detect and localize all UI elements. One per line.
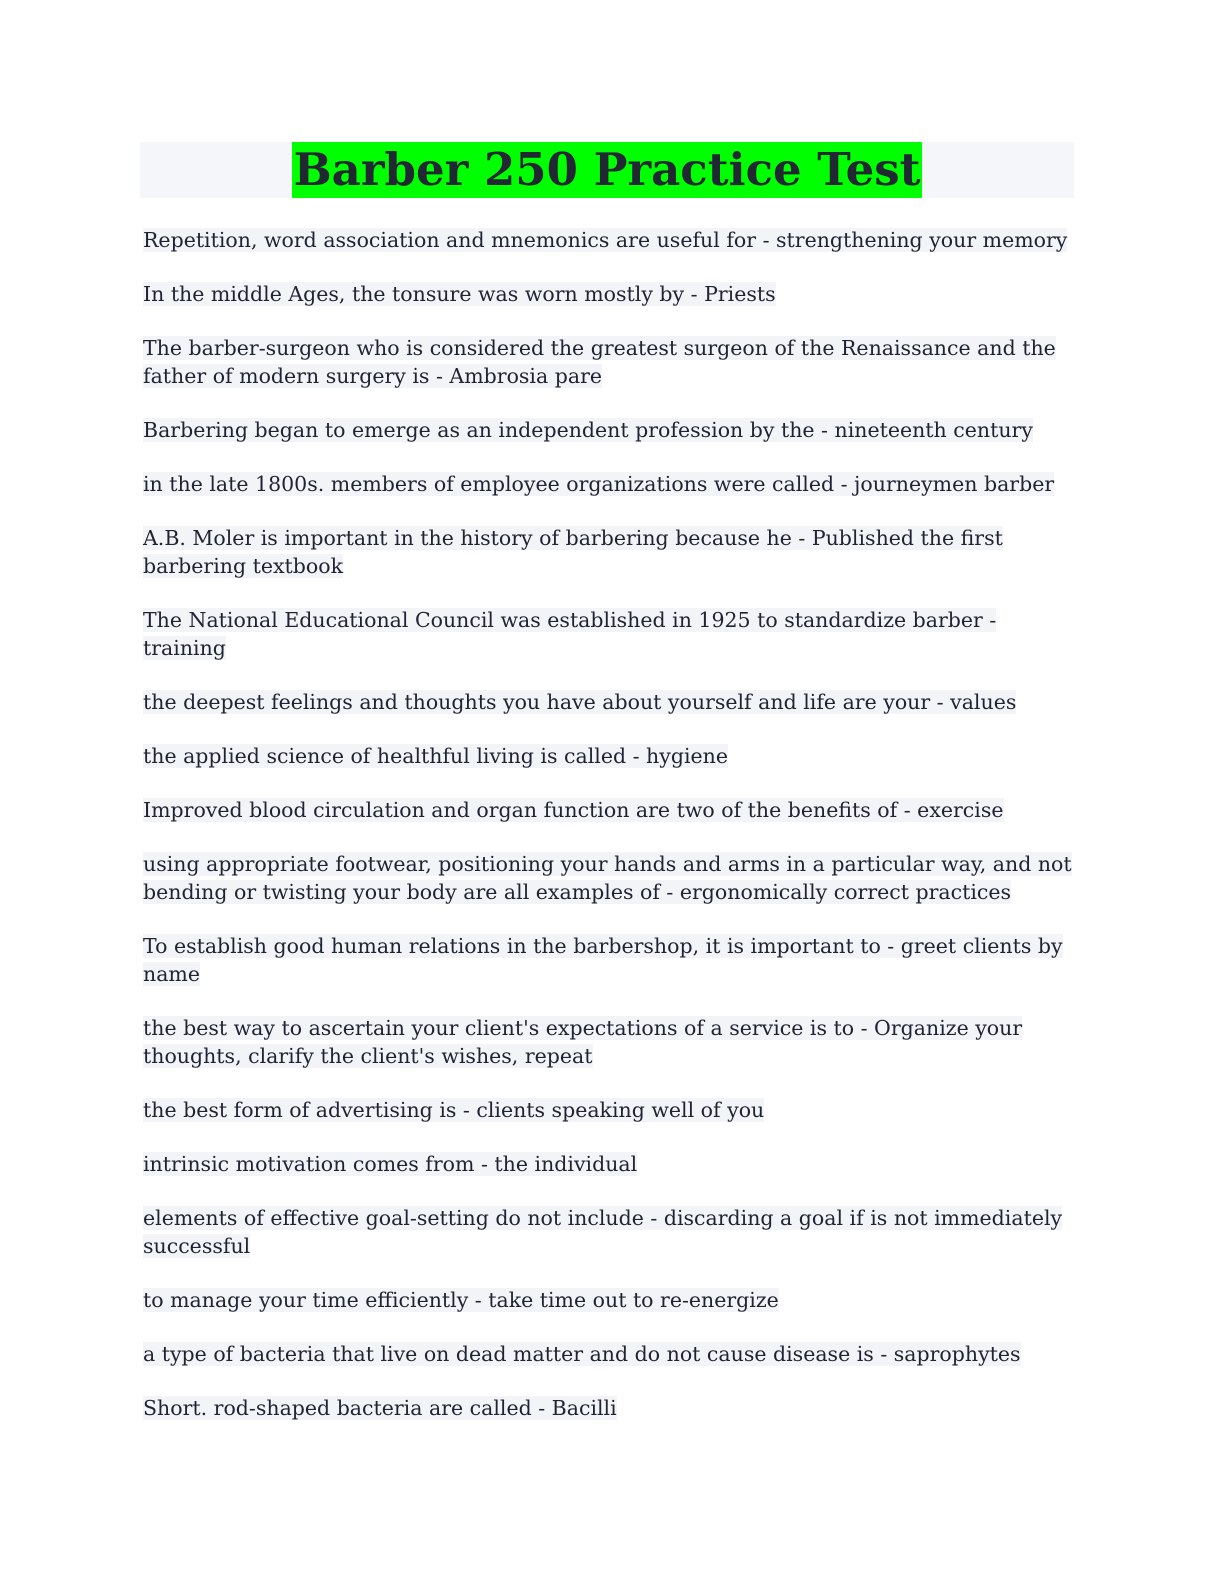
question-text: Short. rod-shaped bacteria are called - Bacilli: [143, 1396, 617, 1420]
document-page: [140, 142, 1074, 1448]
question-item: [143, 1340, 1073, 1368]
question-text: the best form of advertising is - clients speaking well of you: [143, 1098, 765, 1122]
question-text: intrinsic motivation comes from - the individual: [143, 1152, 638, 1176]
question-text: The barber-surgeon who is considered the greatest surgeon of the Renaissance and the father of modern surgery is - Ambrosia pare: [143, 336, 1056, 388]
question-item: [143, 796, 1073, 824]
question-item: [143, 606, 1073, 662]
question-text: the best way to ascertain your client's expectations of a service is to - Organize your thoughts, clarify the client's wishes, repeat: [143, 1016, 1023, 1068]
question-item: [143, 1394, 1073, 1422]
question-item: [143, 1286, 1073, 1314]
question-text: Barbering began to emerge as an independent profession by the - nineteenth century: [143, 418, 1033, 442]
question-text: to manage your time efficiently - take time out to re-energize: [143, 1288, 779, 1312]
question-text: in the late 1800s. members of employee organizations were called - journeymen barber: [143, 472, 1055, 496]
question-text: the applied science of healthful living is called - hygiene: [143, 744, 728, 768]
question-item: [143, 1096, 1073, 1124]
question-item: [143, 280, 1073, 308]
question-item: [143, 850, 1073, 906]
question-item: [143, 524, 1073, 580]
question-text: A.B. Moler is important in the history of barbering because he - Published the first barbering textbook: [143, 526, 1003, 578]
question-item: [143, 932, 1073, 988]
question-text: The National Educational Council was established in 1925 to standardize barber - training: [143, 608, 997, 660]
question-item: [143, 334, 1073, 390]
question-item: [143, 416, 1073, 444]
question-item: [143, 226, 1073, 254]
question-text: a type of bacteria that live on dead matter and do not cause disease is - saprophytes: [143, 1342, 1021, 1366]
question-item: [143, 1150, 1073, 1178]
question-text: elements of effective goal-setting do not include - discarding a goal if is not immediately successful: [143, 1206, 1063, 1258]
question-text: Improved blood circulation and organ function are two of the benefits of - exercise: [143, 798, 1004, 822]
question-text: To establish good human relations in the barbershop, it is important to - greet clients by name: [143, 934, 1063, 986]
question-list: [140, 226, 1074, 1422]
question-item: [143, 470, 1073, 498]
question-item: [143, 1204, 1073, 1260]
question-text: the deepest feelings and thoughts you have about yourself and life are your - values: [143, 690, 1017, 714]
question-text: In the middle Ages, the tonsure was worn mostly by - Priests: [143, 282, 776, 306]
title-band: [140, 142, 1074, 198]
question-item: [143, 1014, 1073, 1070]
question-text: Repetition, word association and mnemonics are useful for - strengthening your memory: [143, 228, 1068, 252]
document-title: Barber 250 Practice Test: [293, 143, 921, 196]
question-item: [143, 742, 1073, 770]
question-item: [143, 688, 1073, 716]
question-text: using appropriate footwear, positioning your hands and arms in a particular way, and not bending or twisting your body are all examples of - ergonomically correct practices: [143, 852, 1072, 904]
